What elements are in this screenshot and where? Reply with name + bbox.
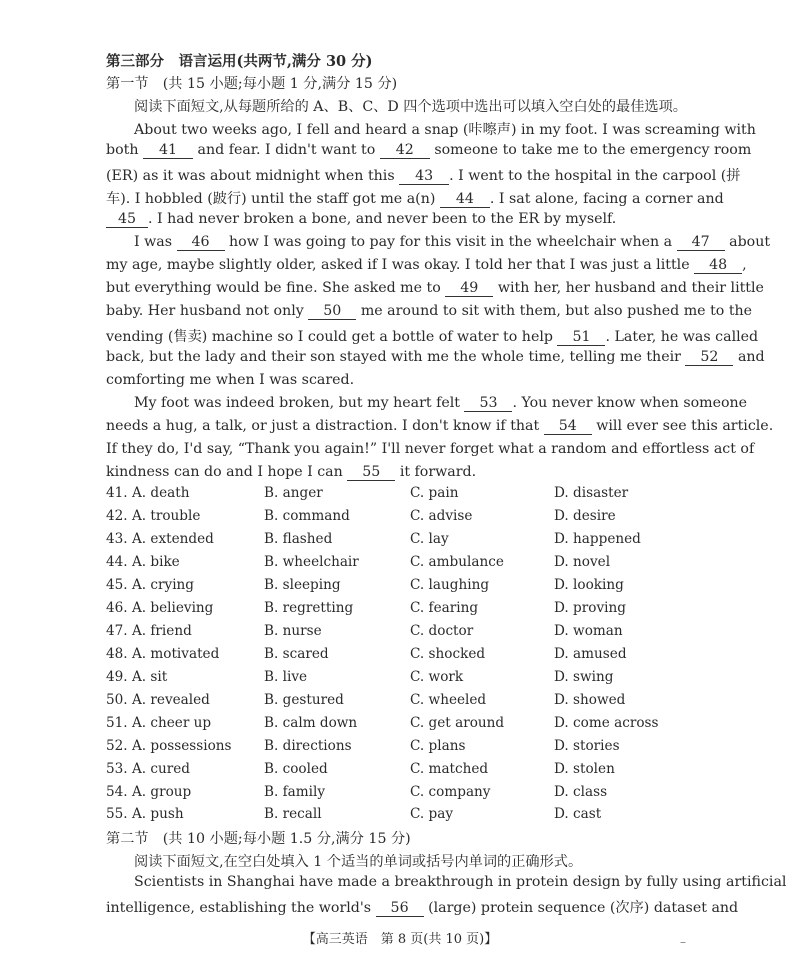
blank-56: 56 (376, 900, 424, 917)
para2-line4: baby. Her husband not only 50 me around to sit with them, but also pushed me to the (106, 303, 753, 319)
para2-line7: comforting me when I was scared. (106, 372, 355, 388)
part2-heading: 第二节 (共 10 小题;每小题 1.5 分,满分 15 分) (106, 831, 411, 847)
blank-53: 53 (464, 395, 512, 412)
para2-line3: but everything would be fine. She asked me to 49 with her, her husband and their little (106, 280, 764, 296)
para1-line5: 45 . I had never broken a bone, and never been to the ER by myself. (106, 211, 616, 228)
part2-line2: intelligence, establishing the world's 56 (large) protein sequence (次序) dataset and (106, 900, 739, 916)
blank-45: 45 (106, 211, 148, 228)
para3-line4: kindness can do and I hope I can 55 it forward. (106, 464, 477, 480)
option-row-55: 55. A. push B. recall C. pay D. cast (106, 806, 602, 822)
blank-44: 44 (440, 191, 490, 208)
blank-48: 48 (694, 257, 742, 274)
option-row-41: 41. A. death B. anger C. pain D. disaster (106, 485, 629, 501)
option-row-46: 46. A. believing B. regretting C. fearing D. proving (106, 600, 626, 616)
option-row-42: 42. A. trouble B. command C. advise D. desire (106, 508, 616, 524)
blank-51: 51 (557, 329, 605, 346)
para3-line2: needs a hug, a talk, or just a distraction. I don't know if that 54 will ever see this article. (106, 418, 774, 434)
blank-50: 50 (308, 303, 356, 320)
para2-line1: I was 46 how I was going to pay for this visit in the wheelchair when a 47 about (134, 234, 771, 250)
option-row-45: 45. A. crying B. sleeping C. laughing D. looking (106, 577, 624, 593)
option-row-51: 51. A. cheer up B. calm down C. get around D. come across (106, 715, 659, 731)
option-row-47: 47. A. friend B. nurse C. doctor D. woman (106, 623, 623, 639)
blank-47: 47 (677, 234, 725, 251)
blank-52: 52 (685, 349, 733, 366)
blank-41: 41 (143, 142, 193, 159)
part2-line1: Scientists in Shanghai have made a breakthrough in protein design by fully using artificial (134, 874, 787, 890)
blank-46: 46 (177, 234, 225, 251)
para1-line4: 车). I hobbled (跛行) until the staff got me a(n) 44 . I sat alone, facing a corner and (106, 191, 724, 207)
para1-line2: both 41 and fear. I didn't want to 42 someone to take me to the emergency room (106, 142, 752, 158)
para3-line1: My foot was indeed broken, but my heart felt 53 . You never know when someone (134, 395, 748, 411)
part2-instruction: 阅读下面短文,在空白处填入 1 个适当的单词或括号内单词的正确形式。 (134, 854, 583, 870)
part1-instruction: 阅读下面短文,从每题所给的 A、B、C、D 四个选项中选出可以填入空白处的最佳选项。 (134, 99, 687, 115)
corner-mark: – (680, 935, 686, 949)
option-row-54: 54. A. group B. family C. company D. class (106, 784, 608, 800)
option-row-52: 52. A. possessions B. directions C. plans D. stories (106, 738, 620, 754)
para2-line5: vending (售卖) machine so I could get a bottle of water to help 51 . Later, he was called (106, 329, 759, 345)
blank-42: 42 (380, 142, 430, 159)
para1-line3: (ER) as it was about midnight when this 43 . I went to the hospital in the carpool (拼 (106, 168, 741, 184)
section-title: 第三部分 语言运用(共两节,满分 30 分) (106, 53, 373, 70)
blank-55: 55 (347, 464, 395, 481)
para2-line2: my age, maybe slightly older, asked if I was okay. I told her that I was just a little 48 , (106, 257, 747, 273)
option-row-53: 53. A. cured B. cooled C. matched D. stolen (106, 761, 615, 777)
blank-43: 43 (399, 168, 449, 185)
part1-heading: 第一节 (共 15 小题;每小题 1 分,满分 15 分) (106, 76, 398, 92)
option-row-43: 43. A. extended B. flashed C. lay D. happened (106, 531, 641, 547)
option-row-50: 50. A. revealed B. gestured C. wheeled D. showed (106, 692, 626, 708)
para2-line6: back, but the lady and their son stayed with me the whole time, telling me their 52 and (106, 349, 765, 365)
option-row-44: 44. A. bike B. wheelchair C. ambulance D. novel (106, 554, 611, 570)
blank-49: 49 (445, 280, 493, 297)
option-row-49: 49. A. sit B. live C. work D. swing (106, 669, 614, 685)
page-footer: 【高三英语 第 8 页(共 10 页)】 (302, 932, 498, 947)
blank-54: 54 (544, 418, 592, 435)
para1-line1: About two weeks ago, I fell and heard a snap (咔嚓声) in my foot. I was screaming with (134, 122, 756, 138)
option-row-48: 48. A. motivated B. scared C. shocked D. amused (106, 646, 627, 662)
para3-line3: If they do, I'd say, “Thank you again!” I'll never forget what a random and effortless act of (106, 441, 755, 457)
